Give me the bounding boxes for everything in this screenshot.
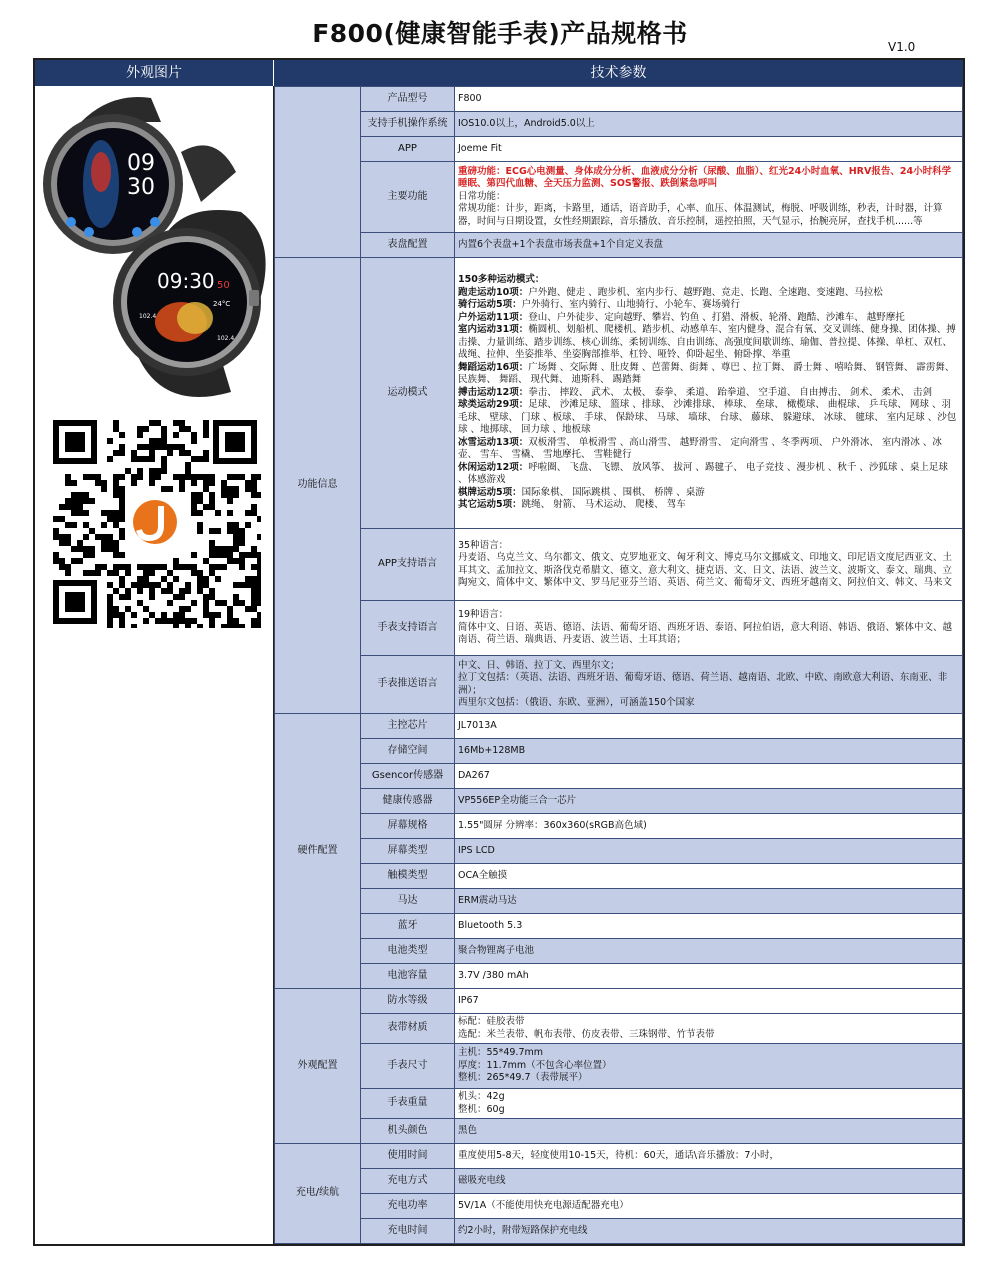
sport-list-text: 足球、 沙滩足球、 篮球 、排球、 沙滩排球、 棒球、 垒球、 橄榄球、 曲棍球、 乒乓球、 网球 、羽毛球、 壁球、 门球 、板球、 手球、 保龄球、 马球、 墙球、 台球、 藤球、 躲避球、 冰球、 毽球、 室内足球 、沙包球 、地掷球、 回力球 、地板球 <box>458 399 957 436</box>
row-label: 电池容量 <box>361 964 455 989</box>
watch-product-image <box>41 92 267 404</box>
sport-list-text: 呼啦圈、 飞盘、 飞镖、 放风筝、 拔河 、踢毽子、 电子竞技 、漫步机 、秋千 、沙狐球 、桌上足球 、体感游戏 <box>458 461 948 486</box>
sport-category: 球类运动29项： <box>458 399 529 411</box>
sport-item <box>458 499 959 512</box>
appearance-images-panel <box>35 86 274 1244</box>
row-value: JL7013A <box>455 714 963 739</box>
sport-item <box>458 299 959 312</box>
weight-full: 整机：60g <box>458 1103 505 1115</box>
group-charging: 充电/续航 <box>275 1144 361 1244</box>
row-value: 磁吸充电线 <box>455 1169 963 1194</box>
value-model: F800 <box>455 87 963 112</box>
row-label: 屏幕类型 <box>361 839 455 864</box>
push-languages-line3: 西里尔文包括：（俄语、东欧、亚洲），可涵盖150个国家 <box>458 697 695 708</box>
row-label: 充电功率 <box>361 1194 455 1219</box>
watch-time-hours: 09 <box>127 151 155 176</box>
main-features-highlight: 重磅功能：ECG心电测量、身体成分分析、血液成分分析（尿酸、血脂）、红光24小时血氧、HRV报告、24小时科学睡眠、第四代血糖、全天压力监测、SOS警报、跌倒紧急呼叫 <box>458 165 952 190</box>
value-os: IOS10.0以上，Android5.0以上 <box>455 112 963 137</box>
sport-list-text: 双板滑雪、 单板滑雪 、高山滑雪、 越野滑雪、 定向滑雪 、冬季两项、 户外滑冰、 室内滑冰 、冰壶、 雪车、 雪橇、 雪地摩托、 雪鞋健行 <box>458 436 942 461</box>
label-push-languages: 手表推送语言 <box>361 656 455 714</box>
row-value: IPS LCD <box>455 839 963 864</box>
row-label: 充电时间 <box>361 1219 455 1244</box>
row-label: 使用时间 <box>361 1144 455 1169</box>
sport-list-text: 国际象棋、 国际跳棋 、围棋、 桥牌 、桌游 <box>521 486 705 498</box>
push-languages-line1: 中文、日、韩语、拉丁文、西里尔文； <box>458 659 620 671</box>
header-appearance-images: 外观图片 <box>35 60 274 86</box>
qr-code-image <box>49 416 261 628</box>
watch-front-stat: 50 <box>217 280 230 291</box>
label-main-features: 主要功能 <box>361 162 455 233</box>
value-head-color: 黑色 <box>455 1119 963 1144</box>
sport-list-text: 跳绳、 射箭、 马术运动、 爬楼、 驾车 <box>521 499 686 511</box>
group-hardware: 硬件配置 <box>275 714 361 989</box>
strap-optional: 选配：米兰表带、帆布表带、仿皮表带、三珠钢带、竹节表带 <box>458 1028 715 1040</box>
size-full: 整机：265*49.7（表带展平） <box>458 1072 588 1084</box>
row-label: 主控芯片 <box>361 714 455 739</box>
watch-front-temp: 24°C <box>213 300 231 308</box>
row-label: 充电方式 <box>361 1169 455 1194</box>
watch-front-time: 09:30 <box>157 269 215 293</box>
row-value: ERM震动马达 <box>455 889 963 914</box>
sport-category: 舞蹈运动16项： <box>458 361 529 373</box>
value-watch-weight <box>455 1089 963 1119</box>
sport-list <box>458 287 959 512</box>
sport-category: 棋牌运动5项： <box>458 486 522 498</box>
app-languages-list: 丹麦语、乌克兰文、乌尔都文、俄文、克罗地亚文、匈牙利文、博克马尔文挪威文、印地文、印尼语文度尼西亚文、土耳其文、孟加拉文、斯洛伐克希腊文、德文、意大利文、捷克语、文、日文、法语、波兰文、波斯文、泰文、瑞典、立陶宛文、简体中文、繁体中文、罗马尼亚芬兰语、英语、荷兰文、葡萄牙文、西班牙越南文、阿拉伯文、韩文、马来文 <box>458 552 953 588</box>
sport-item <box>458 387 959 400</box>
label-watch-languages: 手表支持语言 <box>361 601 455 656</box>
label-sport-modes: 运动模式 <box>361 258 455 529</box>
label-watch-weight: 手表重量 <box>361 1089 455 1119</box>
header-tech-params: 技术参数 <box>274 60 963 86</box>
sport-list-text: 户外骑行、室内骑行、山地骑行、小轮车、赛场骑行 <box>521 299 741 311</box>
sport-list-text: 登山、户外徒步、定向越野、攀岩、钓鱼 、打猎、滑板、轮滑、跑酷、沙滩车、 越野摩托 <box>528 311 905 323</box>
row-label: 蓝牙 <box>361 914 455 939</box>
sport-list-text: 广场舞 、交际舞 、肚皮舞 、芭蕾舞、街舞 、尊巴 、拉丁舞、 爵士舞 、嘻哈舞、 钢管舞、 霹雳舞、民族舞、 舞蹈、 现代舞、 迪斯科、 踢踏舞 <box>458 361 955 386</box>
label-watch-faces: 表盘配置 <box>361 233 455 258</box>
sport-list-text: 户外跑、健走 、跑步机、室内步行、越野跑、竞走、长跑、全速跑、变速跑、马拉松 <box>528 286 883 298</box>
main-features-regular: 常规功能：计步，距离，卡路里，通话，语音助手，心率、血压、体温测试，梅脱、呼吸训练，秒表，计时器，计算器，时间与日期设置，女性经期跟踪，音乐播放、音乐控制，遥控拍照，天气显示，抬腕亮屏，查找手机......等 <box>458 203 943 227</box>
label-water-resistance: 防水等级 <box>361 989 455 1014</box>
value-water-resistance: IP67 <box>455 989 963 1014</box>
watch-languages-list: 简体中文、日语、英语、德语、法语、葡萄牙语、西班牙语、泰语、阿拉伯语，意大利语、韩语、俄语、繁体中文、越南语、荷兰语、瑞典语、丹麦语、波兰语、土耳其语； <box>458 621 953 646</box>
label-head-color: 机头颜色 <box>361 1119 455 1144</box>
label-app-languages: APP支持语言 <box>361 529 455 601</box>
sport-item <box>458 462 959 487</box>
value-main-features <box>455 162 963 233</box>
sport-item <box>458 324 959 362</box>
sport-category: 休闲运动12项： <box>458 461 529 473</box>
row-value: 约2小时，附带短路保护充电线 <box>455 1219 963 1244</box>
label-os: 支持手机操作系统 <box>361 112 455 137</box>
group-function-info: 功能信息 <box>275 258 361 714</box>
sport-category: 搏击运动12项： <box>458 386 529 398</box>
value-app: Joeme Fit <box>455 137 963 162</box>
row-value: 1.55"圆屏 分辨率：360x360(sRGB高色域) <box>455 814 963 839</box>
sport-item <box>458 437 959 462</box>
row-label: Gsencor传感器 <box>361 764 455 789</box>
row-value: 5V/1A（不能使用快充电源适配器充电） <box>455 1194 963 1219</box>
row-label: 马达 <box>361 889 455 914</box>
group-appearance: 外观配置 <box>275 989 361 1144</box>
sport-category: 户外运动11项： <box>458 311 529 323</box>
label-watch-size: 手表尺寸 <box>361 1044 455 1089</box>
value-watch-languages <box>455 601 963 656</box>
row-label: 电池类型 <box>361 939 455 964</box>
row-value: OCA全触摸 <box>455 864 963 889</box>
watch-front-value-a: 102.4 <box>139 313 157 320</box>
label-app: APP <box>361 137 455 162</box>
row-value: DA267 <box>455 764 963 789</box>
row-value: Bluetooth 5.3 <box>455 914 963 939</box>
watch-time-minutes: 30 <box>127 175 155 200</box>
value-watch-faces: 内置6个表盘+1个表盘市场表盘+1个自定义表盘 <box>455 233 963 258</box>
tech-params-table <box>274 86 963 1244</box>
push-languages-line2: 拉丁文包括：（英语、法语、西班牙语、葡萄牙语、德语、荷兰语、越南语、北欧、中欧、南欧意大利语、东南亚、非洲）； <box>458 672 948 696</box>
value-strap-material <box>455 1014 963 1044</box>
version-label: V1.0 <box>888 40 916 54</box>
weight-head: 机头：42g <box>458 1091 505 1102</box>
sport-category: 其它运动5项： <box>458 499 522 511</box>
spec-sheet <box>33 58 965 1246</box>
row-value: 16Mb+128MB <box>455 739 963 764</box>
size-main: 主机：55*49.7mm <box>458 1047 543 1059</box>
value-push-languages <box>455 656 963 714</box>
size-thickness: 厚度：11.7mm（不包含心率位置） <box>458 1059 612 1071</box>
sport-category: 骑行运动5项： <box>458 299 522 311</box>
sport-category: 室内运动31项： <box>458 324 529 336</box>
row-value: 3.7V /380 mAh <box>455 964 963 989</box>
sport-item <box>458 287 959 300</box>
label-model: 产品型号 <box>361 87 455 112</box>
label-strap-material: 表带材质 <box>361 1014 455 1044</box>
row-value: 重度使用5-8天，轻度使用10-15天，待机：60天，通话\音乐播放：7小时， <box>455 1144 963 1169</box>
row-label: 屏幕规格 <box>361 814 455 839</box>
sport-list-text: 椭圆机、划船机、爬楼机、踏步机、动感单车、室内健身、混合有氧、交叉训练、健身操、团体操、搏击操、力量训练、踏步训练、核心训练、柔韧训练、自由训练、高强度间歇训练、瑜伽、普拉提、体操、单杠、双杠、战绳、拉伸、坐姿推举、坐姿胸部推举、杠铃、哑铃、仰卧起坐、俯卧撑、举重 <box>458 324 956 361</box>
value-app-languages <box>455 529 963 601</box>
watch-languages-count: 19种语言： <box>458 609 509 621</box>
sport-item <box>458 487 959 500</box>
sport-heading: 150多种运动模式： <box>458 274 545 286</box>
app-languages-count: 35种语言： <box>458 539 509 551</box>
row-label: 存储空间 <box>361 739 455 764</box>
sport-item <box>458 362 959 387</box>
row-value: 聚合物锂离子电池 <box>455 939 963 964</box>
value-sport-modes <box>455 258 963 529</box>
sport-item <box>458 399 959 437</box>
document-title: F800(健康智能手表)产品规格书 <box>312 19 688 48</box>
watch-front-value-b: 102.4 <box>217 335 235 342</box>
sport-category: 跑走运动10项： <box>458 286 529 298</box>
row-value: VP556EP全功能三合一芯片 <box>455 789 963 814</box>
row-label: 触模类型 <box>361 864 455 889</box>
sport-list-text: 拳击、 摔跤、 武术、 太极、 泰拳、 柔道、 跆拳道、 空手道、 自由搏击、 剑术、 柔术、 击剑 <box>528 386 932 398</box>
sport-item <box>458 312 959 325</box>
value-watch-size <box>455 1044 963 1089</box>
row-label: 健康传感器 <box>361 789 455 814</box>
strap-standard: 标配：硅胶表带 <box>458 1016 525 1027</box>
main-features-daily: 日常功能： <box>458 190 506 202</box>
sport-category: 冰雪运动13项： <box>458 436 529 448</box>
